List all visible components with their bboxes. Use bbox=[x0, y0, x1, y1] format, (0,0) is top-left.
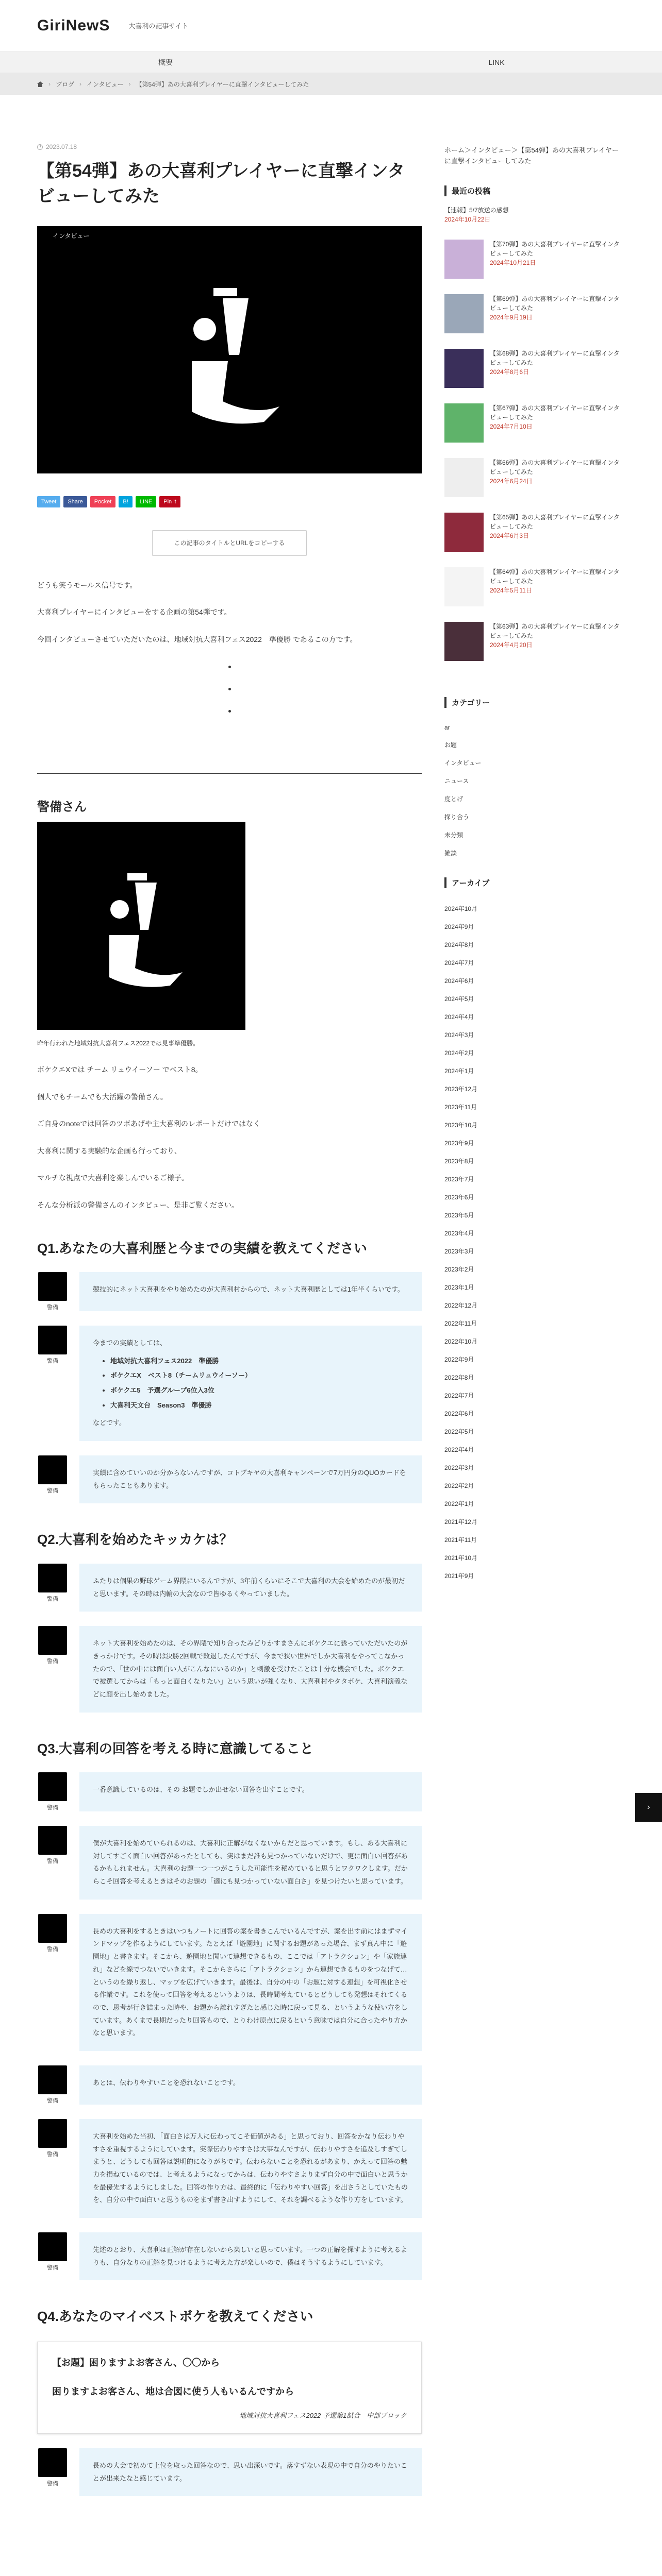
archive-item[interactable]: 2023年5月 bbox=[444, 1211, 474, 1219]
archive-list bbox=[444, 900, 625, 1585]
archive-item[interactable]: 2023年1月 bbox=[444, 1283, 474, 1291]
archive-item[interactable]: 2022年2月 bbox=[444, 1482, 474, 1489]
category-item[interactable]: ニュース bbox=[444, 777, 469, 785]
avatar-name: 警備 bbox=[47, 1358, 58, 1364]
profile-paragraph: 個人でもチームでも大活躍の警備さん。 bbox=[37, 1092, 168, 1101]
sidebar-notice: ホーム＞インタビュー＞【第54弾】あの大喜利プレイヤーに直撃インタビューしてみた bbox=[444, 146, 619, 165]
kanji-logo-icon bbox=[37, 822, 245, 1030]
bubble-text: 大喜利を始めた当初、「面白さは万人に伝わってこそ価値がある」と思っており、回答をかなり伝わりやすさを重視するようにしています。実際伝わりやすさは大事なんですが、伝わりやすさを追及しすぎてしまうと、どうしても回答は説明的になりがちです。伝わらないことを恐れるがあまり、かえって回答の魅力を損ねているのでは、と考えるようになってからは、伝わりやすさよりまず自分の中で面白いと思うかを最優先するようにしました。回答の作り方は、最終的に「伝わりやすい回答」を出さうとしていたものを、自分の中で面白いと思うものをまず書き出すようにして、それを調べるような作り方をしています。 bbox=[79, 2119, 422, 2218]
intro-paragraph: 大喜利プレイヤーにインタビューをする企画の第54弾です。 bbox=[37, 608, 231, 617]
recent-post-date: 2024年4月20日 bbox=[490, 641, 533, 649]
avatar-name: 警備 bbox=[47, 1488, 58, 1495]
archive-item[interactable]: 2024年2月 bbox=[444, 1049, 474, 1057]
avatar bbox=[38, 2119, 67, 2148]
archive-item[interactable]: 2023年6月 bbox=[444, 1193, 474, 1201]
archive-item[interactable]: 2022年9月 bbox=[444, 1355, 474, 1363]
bubble-text-list bbox=[79, 1326, 422, 1441]
archive-item[interactable]: 2024年5月 bbox=[444, 995, 474, 1003]
recent-post-thumbnail[interactable] bbox=[444, 458, 484, 497]
intro-paragraph: どうも笑うモールス信号です。 bbox=[37, 581, 137, 589]
profile-paragraph: 大喜利に関する実験的な企画も行っており、 bbox=[37, 1146, 181, 1155]
archive-item[interactable]: 2022年12月 bbox=[444, 1301, 478, 1309]
avatar-name: 警備 bbox=[47, 1858, 58, 1865]
archive-item[interactable]: 2022年4月 bbox=[444, 1446, 474, 1453]
sidebar bbox=[444, 143, 625, 2496]
share-pinterest-button[interactable]: Pin it bbox=[159, 496, 180, 507]
speech-bubble bbox=[37, 1326, 422, 1441]
recent-post-date: 2024年9月19日 bbox=[490, 313, 533, 321]
recent-post-date: 2024年8月6日 bbox=[490, 368, 529, 376]
site-header bbox=[0, 0, 662, 52]
archive-item[interactable]: 2021年12月 bbox=[444, 1518, 478, 1526]
breadcrumb-separator: › bbox=[79, 80, 82, 88]
speech-bubble bbox=[37, 2119, 422, 2218]
guest-portrait bbox=[37, 822, 245, 1030]
recent-post-title[interactable]: 【第70弾】あの大喜利プレイヤーに直撃インタビューしてみた bbox=[490, 240, 620, 257]
avatar-name: 警備 bbox=[47, 1946, 58, 1953]
achievement-item: • ボケクエX ベスト8（チームリュウイーソー） bbox=[110, 1369, 408, 1382]
category-item[interactable]: 探り合う bbox=[444, 813, 470, 821]
recent-post-thumbnail[interactable] bbox=[444, 240, 484, 279]
recent-post-title[interactable]: 【第67弾】あの大喜利プレイヤーに直撃インタビューしてみた bbox=[490, 404, 620, 421]
breadcrumb bbox=[0, 73, 662, 95]
profile-paragraph: ご自身のnoteでは回答のツボあげや主大喜利のレポートだけではなく bbox=[37, 1120, 260, 1128]
content-wrapper bbox=[0, 143, 662, 2496]
recent-post-date: 2024年10月22日 bbox=[444, 215, 491, 223]
archive-item[interactable]: 2021年9月 bbox=[444, 1572, 474, 1580]
bubble-text: 実績に含めていいのか分からないんですが、コトブキヤの大喜利キャンペーンで7万円分のQUOカードをもらったこともあります。 bbox=[79, 1455, 422, 1503]
site-logo[interactable]: GiriNewS bbox=[37, 16, 110, 34]
avatar bbox=[38, 1772, 67, 1801]
recent-post-date: 2024年6月3日 bbox=[490, 532, 529, 539]
share-facebook-button[interactable]: Share bbox=[63, 496, 87, 507]
avatar-name: 警備 bbox=[47, 1658, 58, 1665]
bubble-text: 競技的にネット大喜利をやり始めたのが大喜利村からので、ネット大喜利歴としては1年半くらいです。 bbox=[79, 1272, 422, 1311]
recent-post-item[interactable] bbox=[444, 513, 625, 552]
eyecatch-category-label: インタビュー bbox=[53, 232, 90, 240]
quote-odai: 【お題】困りますよお客さん、〇〇から bbox=[52, 2357, 220, 2368]
recent-post-item[interactable] bbox=[444, 349, 625, 388]
guest-caption: 昨年行われた地域対抗大喜利フェス2022では見事準優勝。 bbox=[37, 1040, 200, 1047]
recent-post-title[interactable]: 【第63弾】あの大喜利プレイヤーに直撃インタビューしてみた bbox=[490, 622, 620, 639]
avatar bbox=[38, 2065, 67, 2094]
speech-bubble bbox=[37, 2232, 422, 2280]
archive-item[interactable]: 2023年8月 bbox=[444, 1157, 474, 1165]
share-pocket-button[interactable]: Pocket bbox=[90, 496, 116, 507]
recent-post-thumbnail[interactable] bbox=[444, 294, 484, 333]
recent-post-title[interactable]: 【第64弾】あの大喜利プレイヤーに直撃インタビューしてみた bbox=[490, 568, 620, 585]
breadcrumb-separator: › bbox=[128, 80, 131, 88]
speech-bubble bbox=[37, 2448, 422, 2496]
guest-name-heading: 警備さん bbox=[37, 800, 87, 815]
breadcrumb-item-interview[interactable]: インタビュー bbox=[87, 80, 124, 88]
speech-bubble bbox=[37, 1455, 422, 1503]
post-date bbox=[37, 143, 422, 150]
share-twitter-button[interactable]: Tweet bbox=[37, 496, 60, 507]
bubble-text: 長めの大会で初めて上位を取った回答なので、思い出深いです。落すずない表現の中で自分のやりたいことが出来たなと感じています。 bbox=[79, 2448, 422, 2496]
copy-title-url-button[interactable]: この記事のタイトルとURLをコピーする bbox=[152, 530, 307, 556]
archive-item[interactable]: 2024年6月 bbox=[444, 977, 474, 985]
recent-post-item[interactable] bbox=[444, 294, 625, 333]
category-heading: カテゴリー bbox=[444, 697, 625, 708]
intro-paragraph: 今回インタビューさせていただいたのは、地域対抗大喜利フェス2022 準優勝 であるこの方です。 bbox=[37, 635, 357, 643]
q2-heading: Q2.大喜利を始めたキッカケは？ bbox=[37, 1532, 233, 1548]
recent-post-title[interactable]: 【第68弾】あの大喜利プレイヤーに直撃インタビューしてみた bbox=[490, 349, 620, 366]
home-icon[interactable] bbox=[37, 81, 43, 87]
category-list bbox=[444, 719, 625, 862]
recent-post-item[interactable] bbox=[444, 240, 625, 279]
chevron-right-icon[interactable]: › bbox=[635, 1793, 662, 1822]
avatar bbox=[38, 1326, 67, 1354]
clock-icon bbox=[37, 144, 43, 150]
archive-item[interactable]: 2023年11月 bbox=[444, 1103, 477, 1111]
q1-heading: Q1.あなたの大喜利歴と今までの実績を教えてください bbox=[37, 1240, 367, 1256]
avatar bbox=[38, 2232, 67, 2261]
quote-source: 地域対抗大喜利フェス2022 予選第1試合 中部ブロック bbox=[239, 2411, 407, 2419]
section-divider bbox=[37, 773, 422, 774]
share-line-button[interactable]: LINE bbox=[136, 496, 156, 507]
speech-bubble bbox=[37, 1272, 422, 1311]
archive-item[interactable]: 2024年8月 bbox=[444, 941, 474, 948]
q4-heading: Q4.あなたのマイベストボケを教えてください bbox=[37, 2309, 313, 2325]
recent-posts-list bbox=[444, 206, 625, 661]
category-item[interactable]: お題 bbox=[444, 741, 457, 749]
archive-item[interactable]: 2022年1月 bbox=[444, 1500, 474, 1507]
avatar-name: 警備 bbox=[47, 2265, 58, 2272]
archive-item[interactable]: 2023年2月 bbox=[444, 1265, 474, 1273]
archive-item[interactable]: 2021年10月 bbox=[444, 1554, 478, 1562]
avatar-name: 警備 bbox=[47, 2480, 58, 2487]
quote-answer: 困りますよお客さん、地は合図に使う人もいるんですから bbox=[52, 2386, 294, 2397]
archive-item[interactable]: 2024年7月 bbox=[444, 959, 474, 967]
recent-post-date: 2024年7月10日 bbox=[490, 422, 533, 430]
archive-item[interactable]: 2024年9月 bbox=[444, 923, 474, 930]
avatar-name: 警備 bbox=[47, 1805, 58, 1811]
share-buttons bbox=[37, 496, 422, 507]
archive-item[interactable]: 2021年11月 bbox=[444, 1536, 477, 1544]
recent-post-title[interactable]: 【第66弾】あの大喜利プレイヤーに直撃インタビューしてみた bbox=[490, 459, 620, 476]
archive-item[interactable]: 2023年7月 bbox=[444, 1175, 474, 1183]
speech-bubble bbox=[37, 1772, 422, 1811]
avatar bbox=[38, 1272, 67, 1301]
bubble-text: 長めの大喜利をするときはいつもノートに回答の案を書きこんでいるんですが、案を出す前にはまずマインドマップを作るようにしています。たとえば「遊園地」に関するお題があった場合、まず真ん中に「遊園地」と書きます。そこから、遊園地と聞いて連想できるもの、ここでは「アトラクション」や「家族連れ」などを線でつないでいきます。そこからさらに「アトラクション」から連想できるものをつなげて…というのを繰り返し、マップを広げていきます。最後は、自分の中の「お題に対する連想」を可視化させる作業です。これを使って回答を考えるというよりは、長時間考えているとどうしても発想はそれてくるので、思考が行き詰まった時や、お題から離れすぎたと感じた時に戻って見る、というような使い方をしています。あくまで長期だったり回答もので、とりわけ原点に戻るという意味では自分に合ったやり方かなと思います。 bbox=[79, 1914, 422, 2051]
recent-post-title[interactable]: 【第69弾】あの大喜利プレイヤーに直撃インタビューしてみた bbox=[490, 295, 620, 312]
avatar-name: 警備 bbox=[47, 1596, 58, 1602]
bubble-list-outro: などです。 bbox=[93, 1419, 126, 1427]
avatar bbox=[38, 1826, 67, 1855]
recent-post-date: 2024年5月11日 bbox=[490, 586, 532, 594]
archive-heading: アーカイブ bbox=[444, 877, 625, 888]
best-answer-card bbox=[37, 2342, 422, 2434]
speech-bubble bbox=[37, 1826, 422, 1900]
global-nav bbox=[0, 52, 662, 73]
archive-item[interactable]: 2022年3月 bbox=[444, 1464, 474, 1471]
post-date-text: 2023.07.18 bbox=[46, 143, 77, 150]
recent-post-thumbnail[interactable] bbox=[444, 349, 484, 388]
bubble-text: 一番意識しているのは、その お題でしか出せない回答を出すことです。 bbox=[79, 1772, 422, 1811]
bubble-text: あとは、伝わりやすいことを恐れないことです。 bbox=[79, 2065, 422, 2105]
nav-item-link[interactable]: LINK bbox=[488, 58, 505, 66]
recent-post-thumbnail[interactable] bbox=[444, 622, 484, 661]
speech-bubble bbox=[37, 1914, 422, 2051]
category-item[interactable]: 度とげ bbox=[444, 795, 464, 803]
recent-post-thumbnail[interactable] bbox=[444, 567, 484, 606]
profile-paragraph: そんな分析派の警備さんのインタビュー、是非ご覧ください。 bbox=[37, 1200, 239, 1209]
breadcrumb-item-blog[interactable]: ブログ bbox=[56, 80, 75, 88]
archive-item[interactable]: 2023年12月 bbox=[444, 1085, 478, 1093]
archive-item[interactable]: 2022年6月 bbox=[444, 1410, 474, 1417]
post-title: 【第54弾】あの大喜利プレイヤーに直撃インタビューしてみた bbox=[37, 161, 405, 207]
archive-item[interactable]: 2024年1月 bbox=[444, 1067, 474, 1075]
breadcrumb-item-current: 【第54弾】あの大喜利プレイヤーに直撃インタビューしてみた bbox=[136, 80, 309, 88]
archive-item[interactable]: 2023年9月 bbox=[444, 1139, 474, 1147]
bubble-text: 僕が大喜利を始めていられるのは、大喜利に正解がなくないからだと思っています。もし、ある大喜利に対してすごく面白い回答があったとしても、実はまだ誰も見つかっていないだけで、更に面白い回答があるかもしれません。大喜利のお題一つ一つがこうした可能性を秘めていると思うとワクワクします。だからこそ回答を考えるときはそのお題の「適にも見つかっていない面白さ」を見つけたいと思っています。 bbox=[79, 1826, 422, 1900]
separator-dot bbox=[228, 710, 231, 713]
q3-heading: Q3.大喜利の回答を考える時に意識してること bbox=[37, 1740, 313, 1756]
archive-item[interactable]: 2023年3月 bbox=[444, 1247, 474, 1255]
avatar bbox=[38, 1455, 67, 1484]
avatar-name: 警備 bbox=[47, 2097, 58, 2104]
avatar bbox=[38, 1564, 67, 1592]
achievement-item: • 大喜利天文台 Season3 準優勝 bbox=[110, 1399, 408, 1412]
eyecatch-image bbox=[37, 226, 422, 473]
avatar bbox=[38, 1626, 67, 1655]
archive-item[interactable]: 2022年10月 bbox=[444, 1337, 478, 1345]
avatar-name: 警備 bbox=[47, 2151, 58, 2158]
category-item[interactable]: 雑談 bbox=[444, 849, 457, 857]
archive-item[interactable]: 2023年4月 bbox=[444, 1229, 474, 1237]
nav-item-about[interactable]: 概要 bbox=[158, 58, 173, 66]
recent-post-date: 2024年6月24日 bbox=[490, 477, 533, 485]
recent-post-thumbnail[interactable] bbox=[444, 513, 484, 552]
achievement-item: • 地域対抗大喜利フェス2022 準優勝 bbox=[110, 1355, 408, 1368]
archive-item[interactable]: 2022年5月 bbox=[444, 1428, 474, 1435]
separator-dot bbox=[228, 666, 231, 668]
speech-bubble bbox=[37, 2065, 422, 2105]
kanji-logo-icon bbox=[37, 226, 422, 473]
archive-item[interactable]: 2023年10月 bbox=[444, 1121, 478, 1129]
archive-item[interactable]: 2024年10月 bbox=[444, 905, 478, 912]
recent-post-item[interactable] bbox=[444, 403, 625, 443]
archive-item[interactable]: 2022年7月 bbox=[444, 1392, 474, 1399]
archive-item[interactable]: 2024年3月 bbox=[444, 1031, 474, 1039]
achievement-list bbox=[110, 1355, 408, 1412]
archive-item[interactable]: 2024年4月 bbox=[444, 1013, 474, 1021]
archive-item[interactable]: 2022年8月 bbox=[444, 1374, 474, 1381]
recent-post-date: 2024年10月21日 bbox=[490, 259, 536, 266]
achievement-item: • ボケクエ5 予選グループ6位入3位 bbox=[110, 1384, 408, 1397]
recent-post-title[interactable]: 【速報】5/7放送の感想 bbox=[444, 206, 509, 214]
avatar bbox=[38, 2448, 67, 2477]
speech-bubble bbox=[37, 1626, 422, 1712]
category-item[interactable]: インタビュー bbox=[444, 759, 482, 767]
recent-post-item[interactable] bbox=[444, 622, 625, 661]
recent-post-item[interactable] bbox=[444, 206, 625, 224]
archive-item[interactable]: 2022年11月 bbox=[444, 1319, 477, 1327]
speech-bubble bbox=[37, 1564, 422, 1612]
bubble-list-intro: 今までの実績としては、 bbox=[93, 1338, 167, 1347]
category-item[interactable]: ar bbox=[444, 723, 450, 731]
bubble-text: ふたりは個果の野球ゲーム界隈にいるんですが、3年前くらいにそこで大喜利の大会を始めたのが最初だと思います。その時は内輪の大会なので皆ゆるくやっていました。 bbox=[79, 1564, 422, 1612]
category-item[interactable]: 未分類 bbox=[444, 831, 464, 839]
article-main bbox=[37, 143, 422, 2496]
profile-paragraph: マルチな視点で大喜利を楽しんでいるご様子。 bbox=[37, 1174, 189, 1182]
recent-posts-heading: 最近の投稿 bbox=[444, 185, 625, 196]
breadcrumb-separator: › bbox=[48, 80, 51, 88]
bubble-text: ネット大喜利を始めたのは、その界隈で知り合ったみどりかすまさんにボケクエに誘っていただいたのがきっかけです。その時は決勝2回戦で敗退したんですが、今まで狭い世界でしか大喜利をやってこなかったので、「世の中には面白い人がこんなにいるのか」と刺激を受けたことは十分な機会でした。ボケクエで被選してからは「もっと面白くなりたい」という思いが強くなり、大喜利村やタタボケ、大喜利演義などに顔を出し始めました。 bbox=[79, 1626, 422, 1712]
recent-post-thumbnail[interactable] bbox=[444, 403, 484, 443]
recent-post-title[interactable]: 【第65弾】あの大喜利プレイヤーに直撃インタビューしてみた bbox=[490, 513, 620, 530]
avatar bbox=[38, 1914, 67, 1943]
recent-post-item[interactable] bbox=[444, 458, 625, 497]
profile-paragraph: ボケクエXでは チーム リュウイーソー でベスト8。 bbox=[37, 1065, 203, 1074]
site-tagline: 大喜利の記事サイト bbox=[128, 22, 189, 30]
avatar-name: 警備 bbox=[47, 1304, 58, 1311]
separator-dot bbox=[228, 688, 231, 690]
bubble-text: 先述のとおり、大喜利は正解が存在しないから楽しいと思っています。一つの正解を探すように考えるよりも、自分なりの正解を見つけるように考えた方が楽しいので、僕はそうするようにしています。 bbox=[79, 2232, 422, 2280]
share-hatena-button[interactable]: B! bbox=[119, 496, 132, 507]
recent-post-item[interactable] bbox=[444, 567, 625, 606]
